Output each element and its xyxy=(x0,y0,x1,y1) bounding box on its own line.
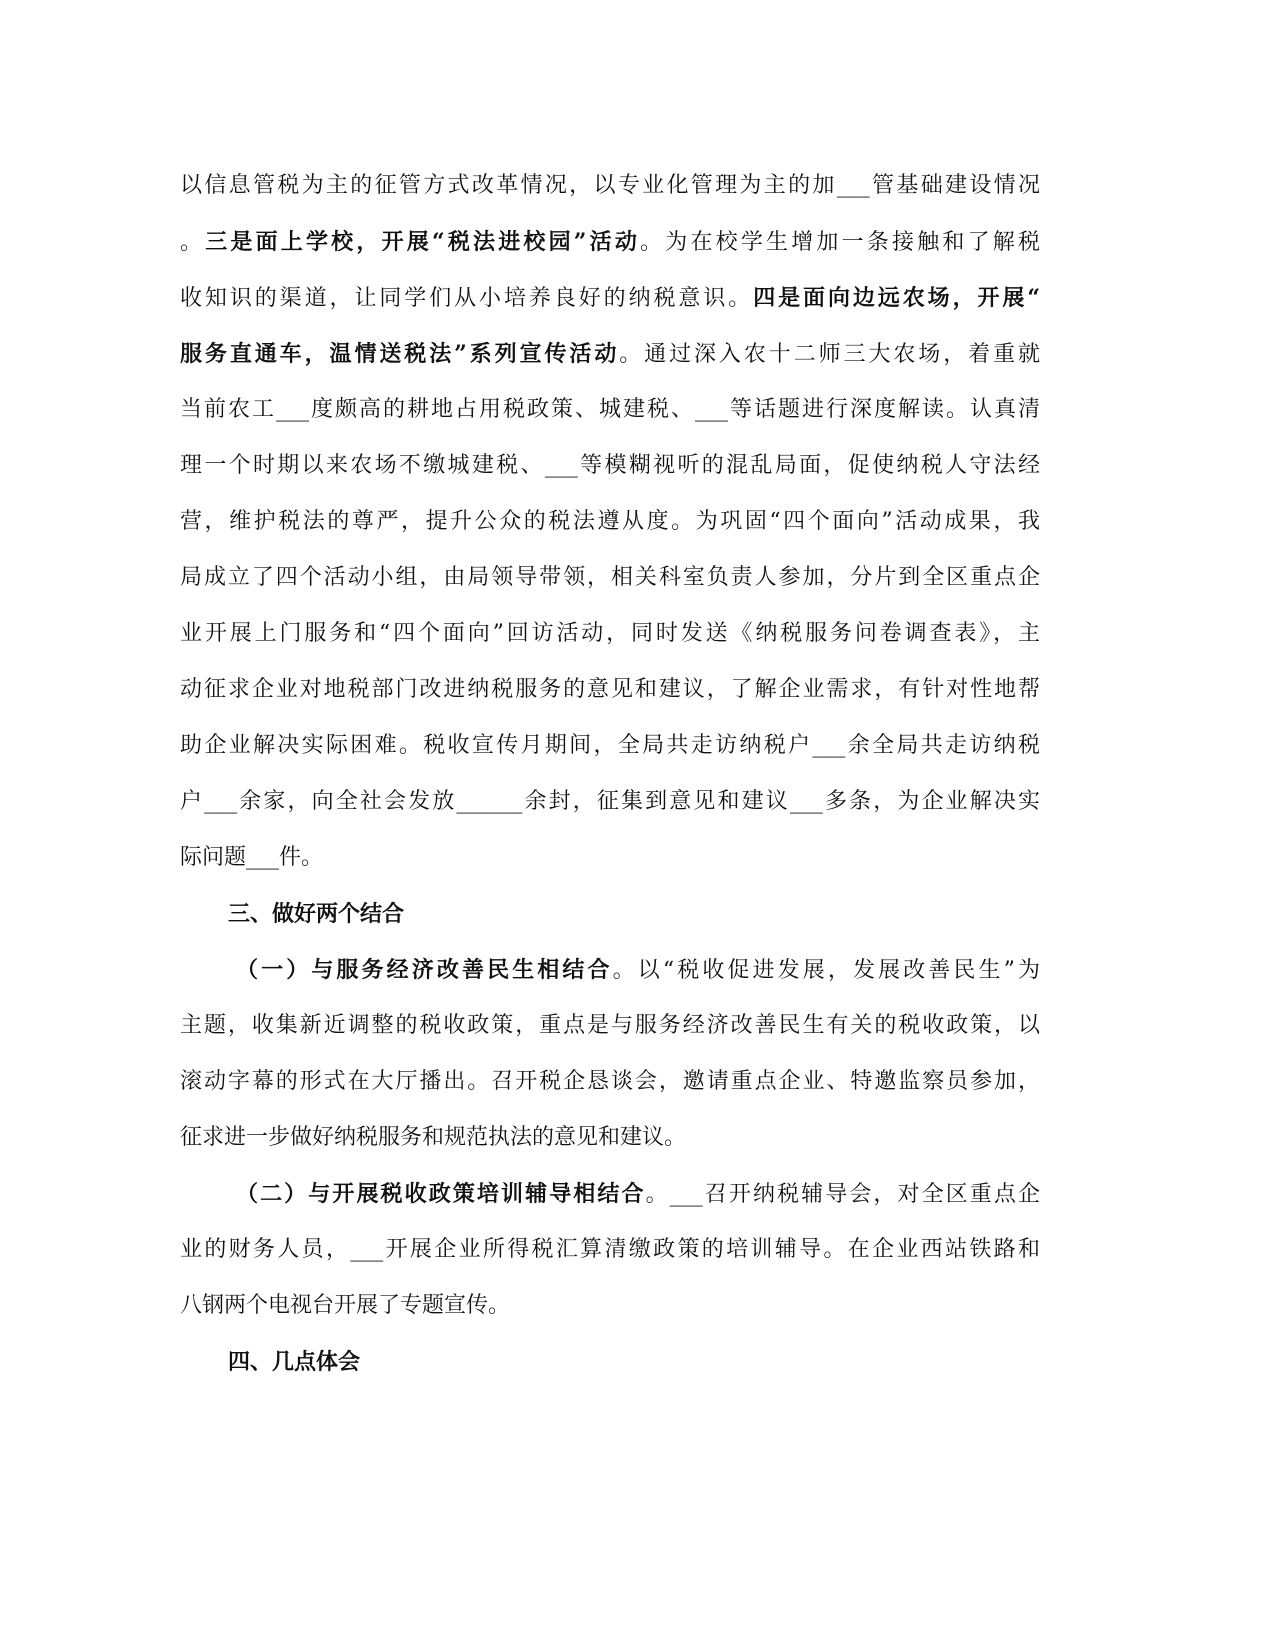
section-heading-four: 四、几点体会 xyxy=(228,1349,361,1375)
text-line: 以信息管税为主的征管方式改革情况，以专业化管理为主的加___管基础建设情况 xyxy=(180,173,1040,198)
paragraph-combination-one xyxy=(180,942,1040,1166)
section-heading-three: 三、做好两个结合 xyxy=(228,901,405,927)
text-line: 营，维护税法的尊严，提升公众的税法遵从度。为巩固“四个面向”活动成果，我 xyxy=(180,509,1040,534)
text-line: 。三是面上学校，开展“税法进校园”活动。为在校学生增加一条接触和了解税 xyxy=(180,229,1040,255)
document-page xyxy=(180,158,1040,1390)
bold-subheading-one: （一）与服务经济改善民生相结合 xyxy=(236,957,613,983)
text-line: （一）与服务经济改善民生相结合。以“税收促进发展，发展改善民生”为 xyxy=(236,957,1040,983)
text-line: 收知识的渠道，让同学们从小培养良好的纳税意识。四是面向边远农场，开展“ xyxy=(180,285,1040,311)
text-line: 局成立了四个活动小组，由局领导带领，相关科室负责人参加，分片到全区重点企 xyxy=(180,565,1040,590)
paragraph-four-directions xyxy=(180,158,1040,886)
text-line: 际问题___件。 xyxy=(180,845,324,870)
text-line: 服务直通车，温情送税法”系列宣传活动。通过深入农十二师三大农场，着重就 xyxy=(180,341,1040,367)
text-line: 理一个时期以来农场不缴城建税、___等模糊视听的混乱局面，促使纳税人守法经 xyxy=(180,453,1040,478)
bold-subheading-two: （二）与开展税收政策培训辅导相结合 xyxy=(236,1181,646,1207)
text-line: 八钢两个电视台开展了专题宣传。 xyxy=(180,1293,511,1318)
text-line: 征求进一步做好纳税服务和规范执法的意见和建议。 xyxy=(180,1125,687,1150)
bold-heading-campus: 三是面上学校，开展“税法进校园”活动 xyxy=(205,229,641,255)
text-line: 当前农工___度颇高的耕地占用税政策、城建税、___等话题进行深度解读。认真清 xyxy=(180,397,1040,422)
text-line: 业开展上门服务和“四个面向”回访活动，同时发送《纳税服务问卷调查表》，主 xyxy=(180,621,1040,646)
text-line: 滚动字幕的形式在大厅播出。召开税企恳谈会，邀请重点企业、特邀监察员参加， xyxy=(180,1069,1040,1094)
bold-heading-farms: 四是面向边远农场，开展“ xyxy=(753,285,1040,311)
paragraph-combination-two xyxy=(180,1166,1040,1334)
text-line: （二）与开展税收政策培训辅导相结合。___召开纳税辅导会，对全区重点企 xyxy=(236,1181,1040,1207)
text-line: 助企业解决实际困难。税收宣传月期间，全局共走访纳税户___余全局共走访纳税 xyxy=(180,733,1040,758)
text-line: 业的财务人员，___开展企业所得税汇算清缴政策的培训辅导。在企业西站铁路和 xyxy=(180,1237,1040,1262)
text-line: 动征求企业对地税部门改进纳税服务的意见和建议，了解企业需求，有针对性地帮 xyxy=(180,677,1040,702)
bold-heading-farms-cont: 服务直通车，温情送税法”系列宣传活动 xyxy=(180,341,620,367)
text-line: 户___余家，向全社会发放______余封，征集到意见和建议___多条，为企业解决实 xyxy=(180,789,1040,814)
text-line: 主题，收集新近调整的税收政策，重点是与服务经济改善民生有关的税收政策，以 xyxy=(180,1013,1040,1038)
